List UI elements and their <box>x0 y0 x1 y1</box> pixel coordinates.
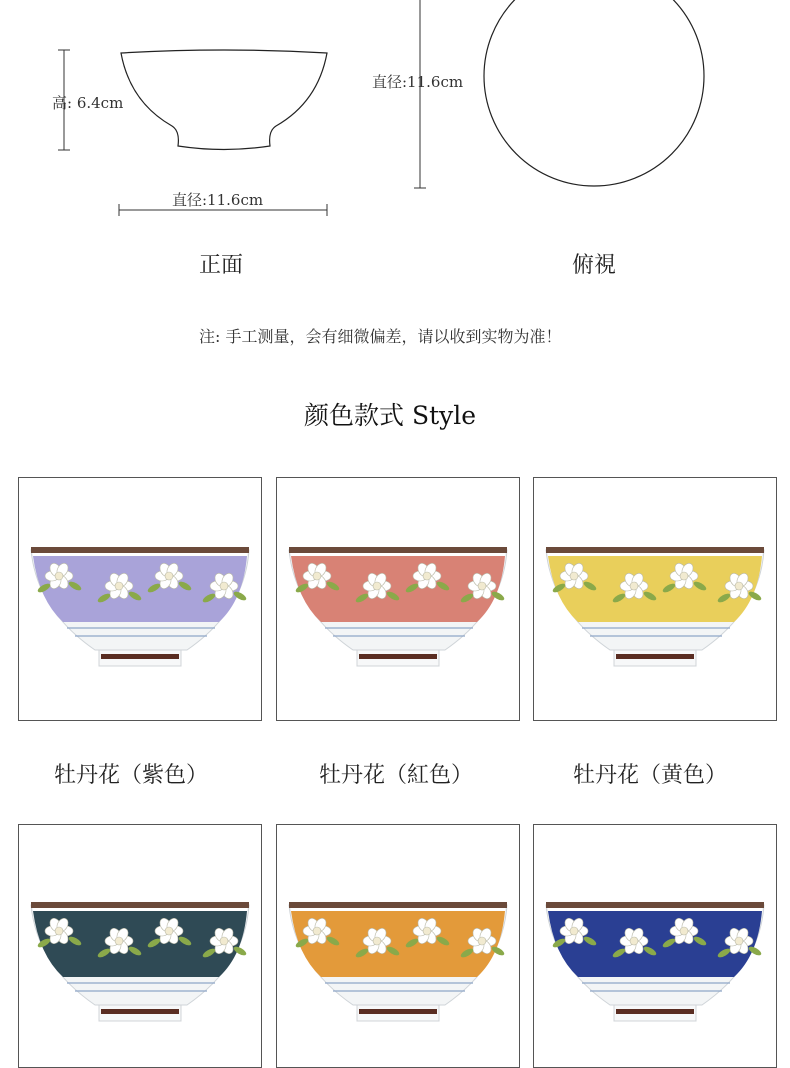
product-card-orange[interactable] <box>276 824 520 1068</box>
bowl-rim <box>31 547 249 553</box>
bowl-image <box>277 825 520 1068</box>
front-view-label: 正面 <box>199 253 244 278</box>
side-diameter-label: 直径:11.6cm <box>172 191 264 209</box>
section-title: 颜色款式 Style <box>304 401 477 430</box>
product-caption-purple: 牡丹花（紫色） <box>54 763 209 788</box>
product-card-purple[interactable] <box>18 477 262 721</box>
product-caption-yellow: 牡丹花（黄色） <box>573 763 728 788</box>
measurement-note: 注: 手工测量，会有细微偏差，请以收到实物为准！ <box>199 327 562 346</box>
bowl-image <box>534 825 777 1068</box>
bowl-rim <box>546 547 764 553</box>
bowl-image <box>534 478 777 721</box>
product-card-blue[interactable] <box>533 824 777 1068</box>
product-card-red[interactable] <box>276 477 520 721</box>
product-card-yellow[interactable] <box>533 477 777 721</box>
bowl-image <box>19 478 262 721</box>
top-diameter-label: 直径:11.6cm <box>372 73 464 91</box>
product-caption-red: 牡丹花（紅色） <box>319 763 474 788</box>
bowl-image <box>277 478 520 721</box>
bowl-image <box>19 825 262 1068</box>
height-label: 高: 6.4cm <box>52 94 124 112</box>
bowl-rim <box>31 902 249 908</box>
product-card-teal[interactable] <box>18 824 262 1068</box>
bowl-rim <box>546 902 764 908</box>
bowl-side-outline <box>121 50 327 150</box>
bowl-rim <box>289 902 507 908</box>
top-view-label: 俯視 <box>572 253 617 278</box>
bowl-top-outline <box>484 0 704 186</box>
dimension-diagram <box>0 0 790 230</box>
bowl-rim <box>289 547 507 553</box>
